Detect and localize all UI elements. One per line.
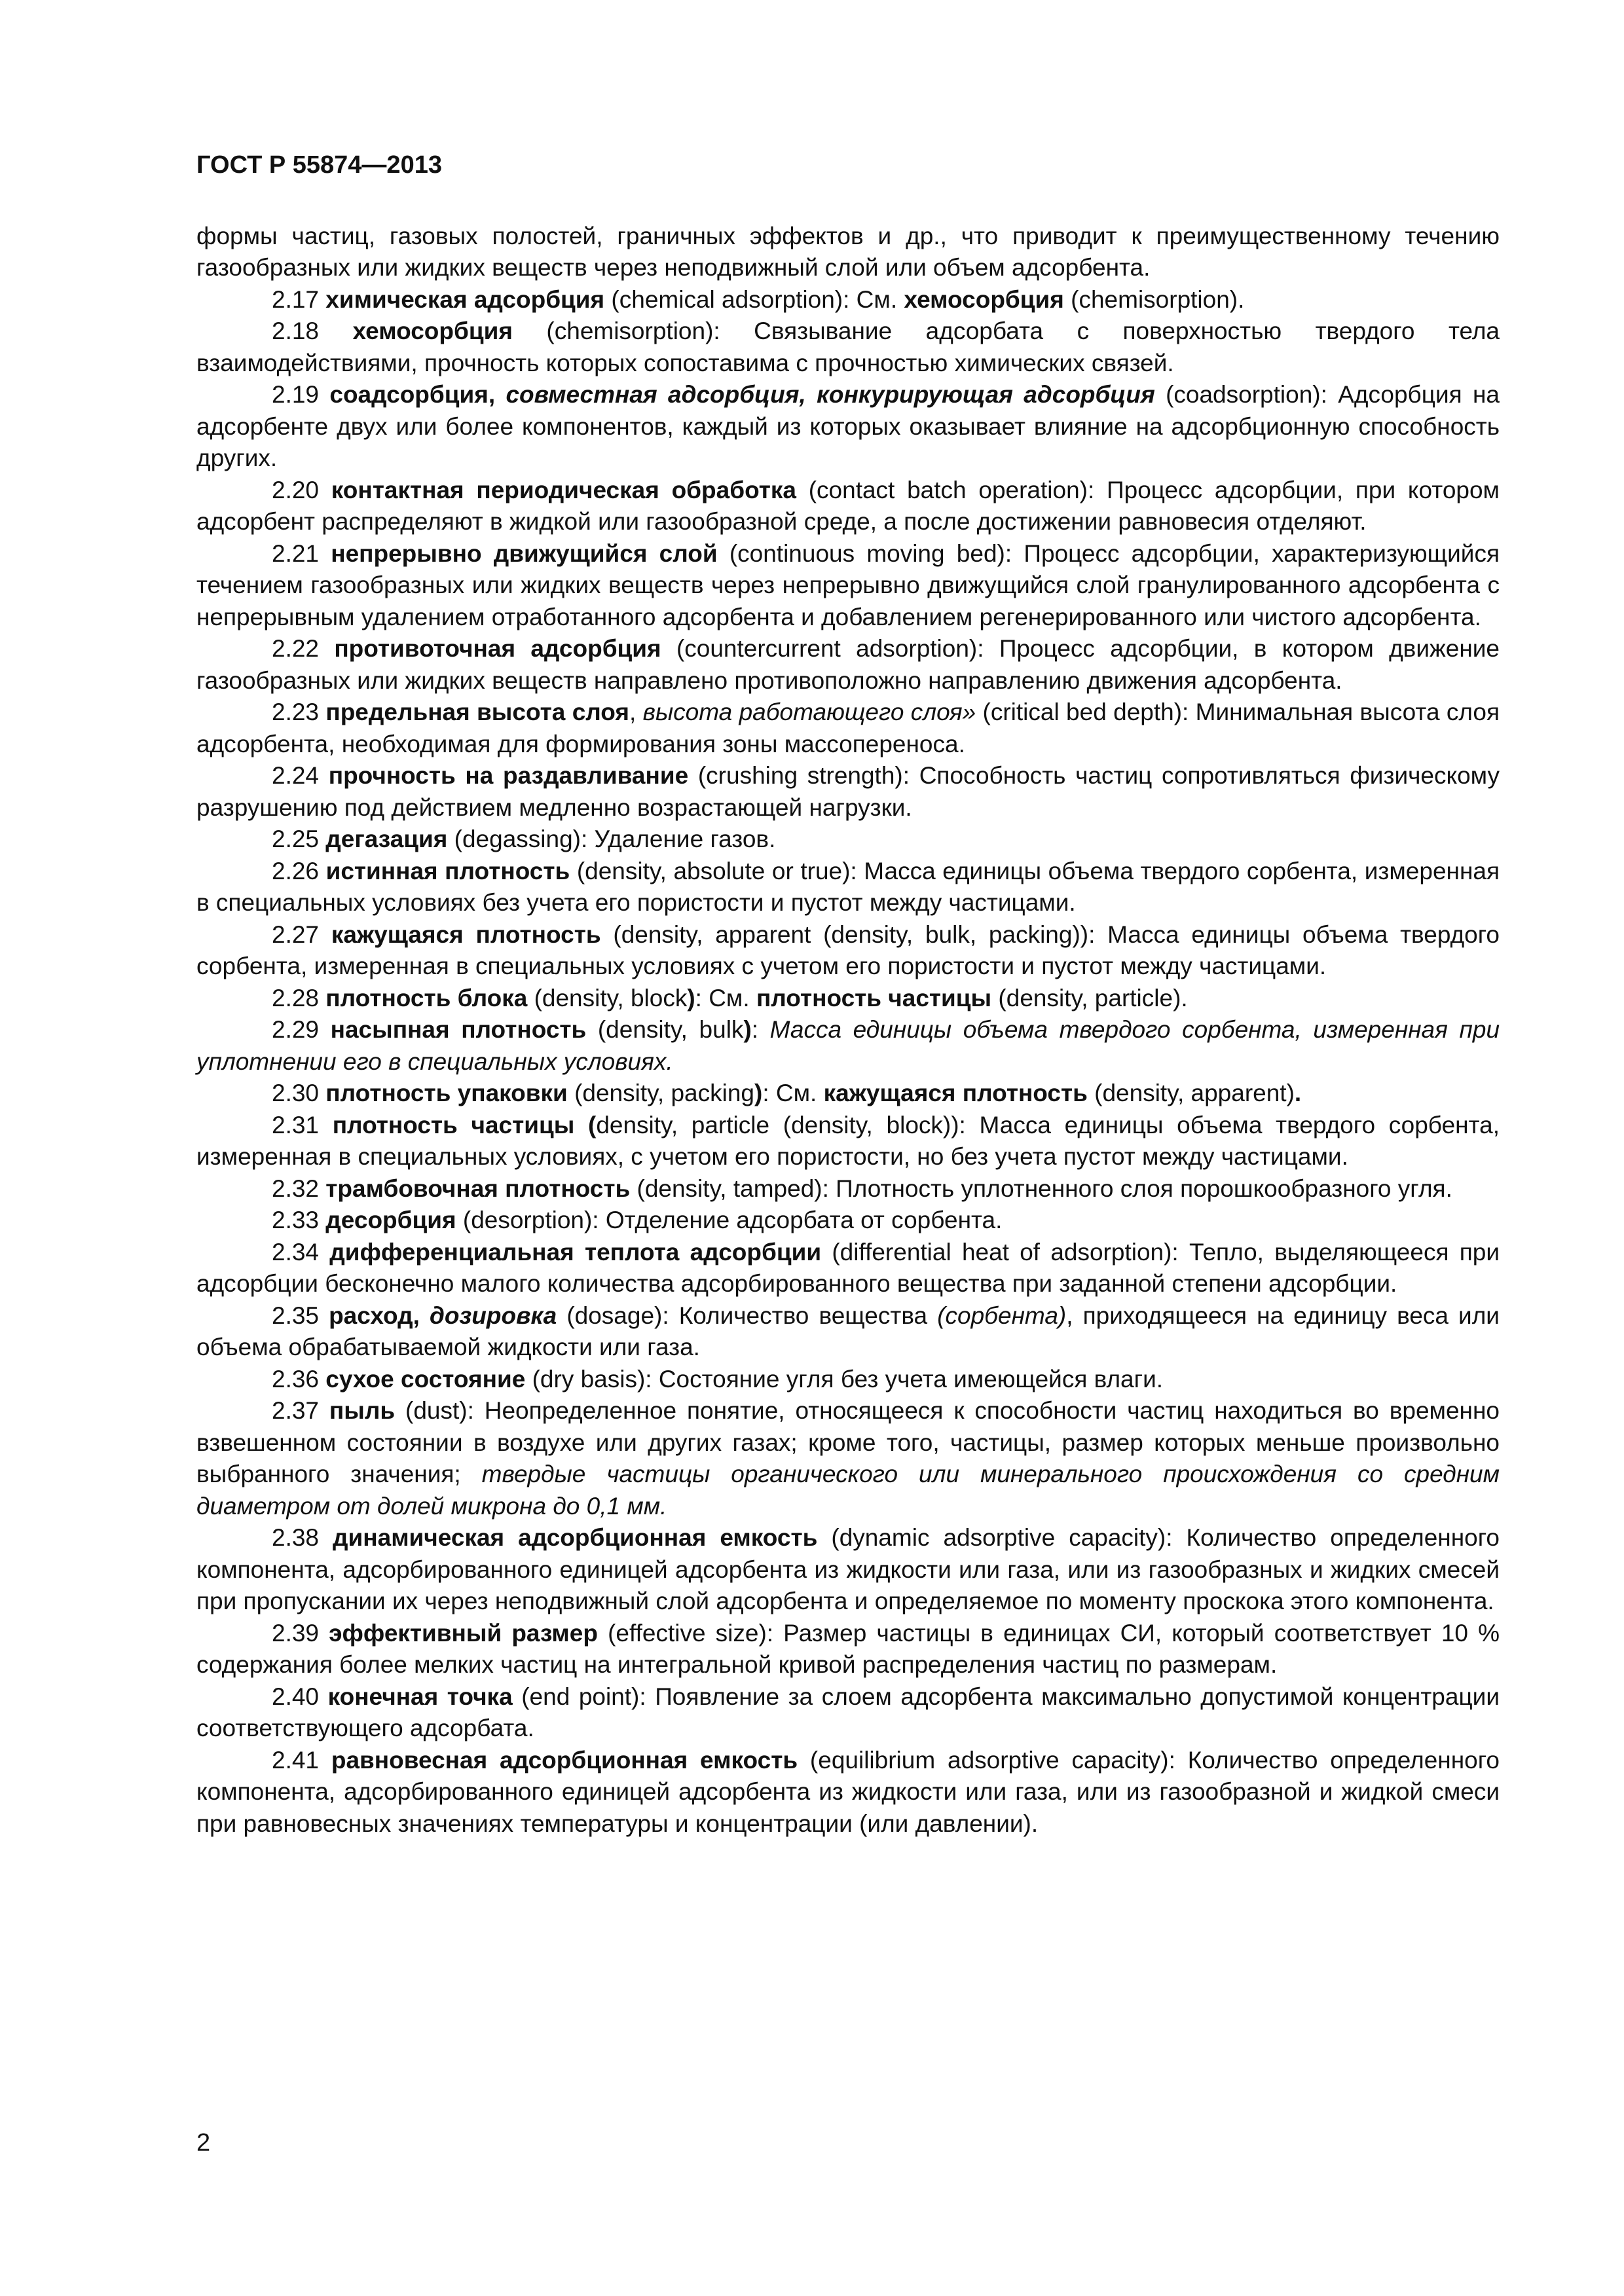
term-name: контактная периодическая обработка xyxy=(331,476,796,503)
term-paragraph xyxy=(196,1237,1500,1300)
paragraph-text: , xyxy=(629,699,643,725)
term-name: ) xyxy=(687,984,695,1011)
italic-text: (сорбента) xyxy=(937,1302,1067,1329)
paragraph-text: 2.28 xyxy=(272,984,326,1011)
paragraph-text: (density, bulk xyxy=(586,1016,744,1043)
document-header: ГОСТ Р 55874—2013 xyxy=(196,151,442,179)
term-paragraph xyxy=(196,1173,1500,1205)
paragraph-text: (end point): Появление за слоем адсорбента максимально допустимой концентрации соответствующего адсорбата. xyxy=(196,1683,1500,1741)
term-name: насыпная плотность xyxy=(330,1016,587,1043)
paragraph-text: (chemical adsorption): См. xyxy=(604,285,904,313)
italic-text: высота работающего слоя» xyxy=(642,699,976,725)
paragraph-text: 2.39 xyxy=(272,1619,329,1647)
paragraph-text: : См. xyxy=(762,1080,824,1106)
term-name: динамическая адсорбционная емкость xyxy=(333,1524,818,1551)
term-name: противоточная адсорбция xyxy=(334,635,661,662)
paragraph-text: 2.26 xyxy=(272,857,326,884)
term-paragraph xyxy=(196,1014,1500,1078)
term-name: десорбция xyxy=(325,1207,456,1233)
term-paragraph xyxy=(196,221,1500,284)
italic-text: Масса единицы объема твердого сорбента, измеренная при уплотнении его в специальных условиях. xyxy=(196,1016,1500,1075)
term-name: расход, xyxy=(329,1302,430,1329)
term-name: совместная адсорбция, конкурирующая адсорбция xyxy=(506,381,1155,408)
term-name: кажущаяся плотность xyxy=(331,920,601,948)
term-paragraph xyxy=(196,1300,1500,1364)
paragraph-text: (density, absolute or true): Масса единицы объема твердого сорбента, измеренная в специальных условиях без учета его пористости и пустот между частицами. xyxy=(196,857,1500,916)
document-page xyxy=(196,149,1500,1840)
paragraph-text: 2.31 xyxy=(272,1111,333,1139)
term-paragraph xyxy=(196,1205,1500,1237)
paragraph-text: (dosage): Количество вещества xyxy=(557,1302,938,1329)
paragraph-text: (equilibrium adsorptive capacity): Количество определенного компонента, адсорбированного единицей адсорбента из жидкости или газа, или из газообразной и жидкой смеси при равновесных значениях температуры и концентрации (или давлении). xyxy=(196,1746,1500,1837)
paragraph-text: 2.40 xyxy=(272,1683,328,1710)
paragraph-text: формы частиц, газовых полостей, граничных эффектов и др., что приводит к преимущественному течению газообразных или жидких веществ через неподвижный слой или объем адсорбента. xyxy=(196,222,1500,281)
paragraph-text: (density, packing xyxy=(567,1080,754,1106)
paragraph-text: 2.24 xyxy=(272,762,329,789)
term-paragraph xyxy=(196,633,1500,697)
paragraph-text: 2.23 xyxy=(272,699,326,725)
paragraph-text: 2.22 xyxy=(272,635,335,662)
paragraph-text: 2.30 xyxy=(272,1080,326,1106)
term-paragraph xyxy=(196,1618,1500,1681)
paragraph-text: (crushing strength): Способность частиц сопротивляться физическому разрушению под действием медленно возрастающей нагрузки. xyxy=(196,762,1500,821)
term-name: дегазация xyxy=(325,826,448,852)
paragraph-text: (chemisorption): Связывание адсорбата с поверхностью твердого тела взаимодействиями, прочность которых сопоставима с прочностью химических связей. xyxy=(196,318,1500,376)
paragraph-text: (chemisorption). xyxy=(1063,285,1245,313)
paragraph-text: (degassing): Удаление газов. xyxy=(447,826,776,852)
paragraph-text: (density, apparent (density, bulk, packing)): Масса единицы объема твердого сорбента, измеренная в специальных условиях с учетом его пористости и пустот между частицами. xyxy=(196,920,1500,979)
term-name: . xyxy=(1294,1080,1302,1106)
paragraph-text: 2.33 xyxy=(272,1207,326,1233)
paragraph-text: (dust): Неопределенное понятие, относящееся к способности частиц находиться во временно взвешенном состоянии в воздухе или других газах; кроме того, частицы, размер которых меньше произвольно выбранного значения; xyxy=(196,1397,1500,1487)
paragraph-text: 2.17 xyxy=(272,285,326,313)
paragraph-text: , приходящееся на единицу веса или объема обрабатываемой жидкости или газа. xyxy=(196,1302,1500,1360)
paragraph-text: (countercurrent adsorption): Процесс адсорбции, в котором движение газообразных или жидких веществ направлено противоположно направлению движения адсорбента. xyxy=(196,635,1500,694)
term-name: трамбовочная плотность xyxy=(325,1175,631,1202)
paragraph-text: 2.21 xyxy=(272,539,331,567)
term-name: сухое состояние xyxy=(325,1365,526,1393)
paragraph-text: 2.27 xyxy=(272,920,331,948)
paragraph-text: (density, block xyxy=(527,984,688,1011)
paragraph-text: (contact batch operation): Процесс адсорбции, при котором адсорбент распределяют в жидкой или газообразной среде, а после достижении равновесия отделяют. xyxy=(196,476,1500,535)
term-paragraph xyxy=(196,983,1500,1015)
term-paragraph xyxy=(196,760,1500,824)
paragraph-text: (density, tamped): Плотность уплотненного слоя порошкообразного угля. xyxy=(630,1175,1452,1202)
term-paragraph xyxy=(196,379,1500,475)
term-name: истинная плотность xyxy=(325,857,570,884)
term-paragraph xyxy=(196,1078,1500,1110)
term-name: конечная точка xyxy=(327,1683,513,1710)
paragraph-text: : xyxy=(751,1016,770,1043)
paragraph-text: 2.41 xyxy=(272,1746,331,1774)
paragraph-text: 2.36 xyxy=(272,1365,326,1393)
paragraph-text: (desorption): Отделение адсорбата от сорбента. xyxy=(456,1207,1003,1233)
paragraph-text: 2.35 xyxy=(272,1302,329,1329)
term-paragraph xyxy=(196,316,1500,379)
paragraph-text: 2.20 xyxy=(272,476,331,503)
term-paragraph xyxy=(196,284,1500,316)
term-name: плотность упаковки xyxy=(325,1080,568,1106)
term-name: равновесная адсорбционная емкость xyxy=(331,1746,798,1774)
term-name: кажущаяся плотность xyxy=(823,1080,1088,1106)
term-paragraph xyxy=(196,1681,1500,1745)
paragraph-text: 2.18 xyxy=(272,318,353,344)
term-name: ) xyxy=(743,1016,752,1043)
paragraph-text: (effective size): Размер частицы в единицах СИ, который соответствует 10 % содержания более мелких частиц на интегральной кривой распределения частиц по размерам. xyxy=(196,1619,1500,1678)
paragraph-text: 2.19 xyxy=(272,381,330,408)
page-number: 2 xyxy=(196,2129,211,2157)
term-paragraph xyxy=(196,1395,1500,1522)
paragraph-text: (coadsorption): Адсорбция на адсорбенте двух или более компонентов, каждый из которых оказывает влияние на адсорбционную способность других. xyxy=(196,381,1500,471)
term-name: ) xyxy=(754,1080,763,1106)
term-name: плотность частицы xyxy=(756,984,992,1011)
term-name: непрерывно движущийся слой xyxy=(331,539,718,567)
paragraph-text: (density, apparent) xyxy=(1087,1080,1295,1106)
paragraph-text: (dry basis): Состояние угля без учета имеющейся влаги. xyxy=(525,1365,1164,1393)
term-paragraph xyxy=(196,1110,1500,1173)
document-body xyxy=(196,221,1500,1840)
term-name: хемосорбция xyxy=(904,285,1064,313)
term-paragraph xyxy=(196,1522,1500,1618)
paragraph-text: 2.32 xyxy=(272,1175,326,1202)
term-name: дозировка xyxy=(429,1302,557,1329)
paragraph-text: (density, particle). xyxy=(991,984,1188,1011)
paragraph-text: density, particle (density, block)): Масса единицы объема твердого сорбента, измеренная в специальных условиях, с учетом его пористости, но без учета пустот между частицами. xyxy=(196,1111,1500,1170)
term-paragraph xyxy=(196,824,1500,856)
term-paragraph xyxy=(196,538,1500,634)
paragraph-text: 2.34 xyxy=(272,1238,330,1266)
term-name: хемосорбция xyxy=(352,318,513,344)
term-name: дифференциальная теплота адсорбции xyxy=(329,1238,822,1266)
term-paragraph xyxy=(196,919,1500,983)
paragraph-text: (differential heat of adsorption): Тепло, выделяющееся при адсорбции бесконечно малого количества адсорбированного вещества при заданной степени адсорбции. xyxy=(196,1238,1500,1297)
term-name: предельная высота слоя xyxy=(325,699,629,725)
term-name: химическая адсорбция xyxy=(325,285,605,313)
term-name: плотность блока xyxy=(325,984,528,1011)
paragraph-text: (critical bed depth): Минимальная высота слоя адсорбента, необходимая для формирования зоны массопереноса. xyxy=(196,699,1500,757)
paragraph-text: (dynamic adsorptive capacity): Количество определенного компонента, адсорбированного единицей адсорбента из жидкости или газа, или из газообразных и жидких смесей при пропускании их через неподвижный слой адсорбента и определяемое по моменту проскока этого компонента. xyxy=(196,1524,1500,1614)
paragraph-text: : См. xyxy=(695,984,756,1011)
paragraph-text: (continuous moving bed): Процесс адсорбции, характеризующийся течением газообразных или жидких веществ через непрерывно движущийся слой гранулированного адсорбента с непрерывным удалением отработанного адсорбента и добавлением регенерированного или чистого адсорбента. xyxy=(196,539,1500,630)
term-name: прочность на раздавливание xyxy=(328,762,689,789)
term-name: пыль xyxy=(329,1397,396,1424)
term-name: эффективный размер xyxy=(329,1619,598,1647)
term-paragraph xyxy=(196,856,1500,919)
paragraph-text: 2.38 xyxy=(272,1524,333,1551)
italic-text: твердые частицы органического или минерального происхождения со средним диаметром от долей микрона до 0,1 мм. xyxy=(196,1461,1500,1520)
term-paragraph xyxy=(196,1364,1500,1396)
term-name: соадсорбция, xyxy=(329,381,506,408)
paragraph-text: 2.37 xyxy=(272,1397,329,1424)
term-name: плотность частицы ( xyxy=(332,1111,597,1139)
paragraph-text: 2.29 xyxy=(272,1016,331,1043)
term-paragraph xyxy=(196,697,1500,760)
paragraph-text: 2.25 xyxy=(272,826,326,852)
term-paragraph xyxy=(196,1745,1500,1840)
term-paragraph xyxy=(196,475,1500,538)
